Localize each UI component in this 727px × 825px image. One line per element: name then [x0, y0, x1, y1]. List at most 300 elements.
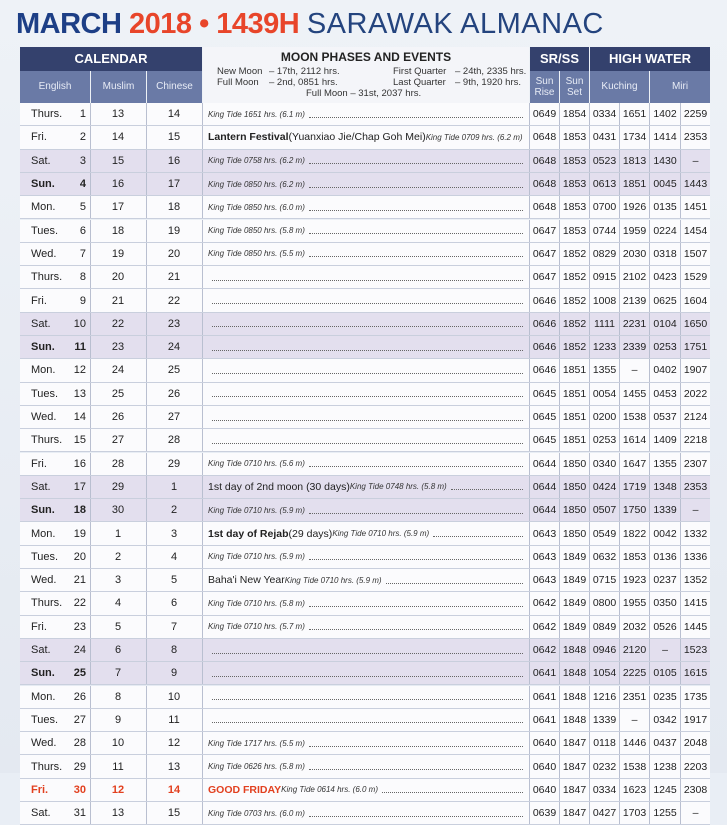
- king-tide-note: King Tide 1717 hrs. (5.5 m): [208, 738, 305, 748]
- kuching-tide-2: 1703: [622, 807, 647, 820]
- table-row: [20, 453, 710, 476]
- column-divider: [559, 592, 560, 614]
- king-tide-note: King Tide 0710 hrs. (5.6 m): [208, 459, 305, 469]
- kuching-tide-1: 1233: [592, 341, 617, 354]
- english-date: 26: [73, 690, 86, 703]
- column-divider: [649, 592, 650, 614]
- table-row: [20, 313, 710, 336]
- kuching-tide-1: 0232: [592, 760, 617, 773]
- muslim-date: 17: [111, 201, 125, 214]
- event-cell: [202, 173, 529, 195]
- column-divider: [202, 429, 203, 451]
- king-tide-note: King Tide 0703 hrs. (6.0 m): [208, 808, 305, 818]
- column-divider: [649, 755, 650, 777]
- king-tide-note: King Tide 0748 hrs. (5.8 m): [349, 482, 447, 492]
- column-divider: [619, 126, 620, 148]
- miri-header: Miri: [650, 71, 710, 103]
- column-divider: [146, 569, 147, 591]
- column-divider: [680, 150, 681, 172]
- sun-set: 1851: [562, 364, 587, 377]
- miri-tide-1: 1245: [653, 783, 677, 796]
- column-divider: [90, 103, 91, 125]
- column-divider: [90, 406, 91, 428]
- chinese-date: 9: [170, 667, 178, 680]
- column-divider: [529, 802, 530, 824]
- english-day: Mon.: [31, 527, 56, 540]
- english-date: 28: [73, 737, 86, 750]
- kuching-tide-2: 1719: [622, 480, 647, 493]
- srss-header: SR/SS: [530, 47, 589, 71]
- miri-tide-1: 1409: [653, 434, 677, 447]
- miri-tide-1: 1402: [653, 108, 677, 121]
- sun-set: 1853: [562, 154, 587, 167]
- column-divider: [529, 592, 530, 614]
- column-divider: [90, 755, 91, 777]
- sun-set: 1849: [562, 620, 587, 633]
- english-day: Fri.: [31, 131, 47, 144]
- column-divider: [202, 220, 203, 242]
- column-divider: [619, 243, 620, 265]
- english-day: Sat.: [31, 807, 51, 820]
- last-quarter-value: – 9th, 1920 hrs.: [455, 77, 522, 88]
- column-divider: [589, 709, 590, 731]
- sun-rise: 0640: [532, 737, 557, 750]
- english-date: 13: [73, 387, 86, 400]
- miri-tide-2: 1451: [683, 201, 708, 214]
- english-date: 9: [79, 294, 86, 307]
- sun-set: 1852: [562, 317, 587, 330]
- miri-tide-1: 0136: [653, 550, 677, 563]
- kuching-tide-1: 0523: [592, 154, 617, 167]
- miri-tide-2: 2259: [683, 108, 708, 121]
- column-divider: [559, 569, 560, 591]
- column-divider: [680, 662, 681, 684]
- column-divider: [559, 779, 560, 801]
- dotted-leader: [212, 653, 523, 654]
- column-divider: [619, 406, 620, 428]
- event-text: 1st day of 2nd moon (30 days): [208, 480, 350, 493]
- kuching-tide-1: 0549: [592, 527, 617, 540]
- english-date: 19: [73, 527, 86, 540]
- full-moon-label: Full Moon: [217, 77, 259, 88]
- dotted-leader: [212, 699, 523, 700]
- column-divider: [202, 546, 203, 568]
- column-divider: [529, 779, 530, 801]
- column-divider: [202, 709, 203, 731]
- table-row: [20, 173, 710, 196]
- chinese-date: 20: [167, 247, 181, 260]
- muslim-date: 23: [111, 341, 125, 354]
- sun-rise: 0641: [532, 713, 557, 726]
- chinese-date: 21: [167, 271, 181, 284]
- calendar-header: CALENDAR: [20, 47, 202, 71]
- sun-set: 1848: [562, 644, 587, 657]
- chinese-date: 11: [168, 713, 180, 726]
- sun-set: 1847: [562, 760, 587, 773]
- kuching-tide-2: 1926: [622, 201, 647, 214]
- column-divider: [559, 732, 560, 754]
- miri-tide-2: 2048: [683, 737, 708, 750]
- kuching-tide-2: 1651: [622, 108, 647, 121]
- event-cell: [202, 732, 529, 754]
- muslim-date: 16: [111, 178, 125, 191]
- column-divider: [90, 779, 91, 801]
- column-divider: [619, 616, 620, 638]
- event-cell: [202, 336, 529, 358]
- column-divider: [202, 686, 203, 708]
- english-day: Sat.: [31, 317, 51, 330]
- miri-tide-1: 0350: [653, 597, 677, 610]
- english-day: Wed.: [31, 247, 57, 260]
- english-date: 24: [73, 644, 86, 657]
- muslim-date: 14: [111, 131, 125, 144]
- king-tide-note: King Tide 0850 hrs. (6.0 m): [208, 202, 305, 212]
- king-tide-note: King Tide 0709 hrs. (6.2 m): [425, 132, 523, 142]
- muslim-date: 15: [111, 154, 125, 167]
- column-divider: [559, 383, 560, 405]
- muslim-date: 29: [111, 480, 125, 493]
- muslim-date: 6: [114, 644, 122, 657]
- column-divider: [146, 359, 147, 381]
- sun-set: 1850: [562, 457, 587, 470]
- miri-tide-1: 1238: [653, 760, 677, 773]
- column-divider: [146, 406, 147, 428]
- column-divider: [146, 476, 147, 498]
- chinese-date: 15: [167, 131, 181, 144]
- column-divider: [90, 173, 91, 195]
- miri-tide-2: 2353: [683, 131, 708, 144]
- column-divider: [529, 709, 530, 731]
- miri-tide-2: 1650: [683, 317, 708, 330]
- event-text: 1st day of Rejab: [208, 527, 289, 540]
- sun-rise: 0646: [532, 364, 557, 377]
- column-divider: [649, 453, 650, 475]
- column-divider: [202, 173, 203, 195]
- column-divider: [559, 662, 560, 684]
- event-text: (29 days): [288, 527, 333, 540]
- column-divider: [619, 476, 620, 498]
- column-divider: [90, 499, 91, 521]
- column-divider: [146, 732, 147, 754]
- column-divider: [146, 383, 147, 405]
- column-divider: [90, 569, 91, 591]
- column-divider: [619, 266, 620, 288]
- column-divider: [589, 522, 590, 544]
- table-row: [20, 522, 710, 545]
- sun-set: 1849: [562, 550, 587, 563]
- muslim-date: 22: [111, 317, 125, 330]
- sun-set: 1849: [562, 574, 587, 587]
- kuching-tide-1: 0613: [592, 178, 617, 191]
- muslim-date: 19: [111, 247, 125, 260]
- column-divider: [649, 220, 650, 242]
- column-divider: [589, 313, 590, 335]
- miri-tide-1: 0104: [653, 317, 677, 330]
- sun-set: 1853: [562, 201, 587, 214]
- chinese-date: 26: [167, 387, 181, 400]
- sun-rise: 0641: [532, 667, 557, 680]
- column-divider: [680, 779, 681, 801]
- column-divider: [589, 266, 590, 288]
- column-divider: [559, 802, 560, 824]
- column-divider: [589, 639, 590, 661]
- muslim-date: 13: [111, 807, 125, 820]
- english-day: Fri.: [31, 620, 47, 633]
- table-row: [20, 546, 710, 569]
- column-divider: [202, 802, 203, 824]
- dotted-leader: [212, 396, 523, 397]
- table-row: [20, 569, 710, 592]
- sun-set: 1851: [562, 387, 587, 400]
- table-row: [20, 499, 710, 522]
- column-divider: [680, 336, 681, 358]
- event-cell: [202, 220, 529, 242]
- column-divider: [680, 616, 681, 638]
- column-divider: [680, 499, 681, 521]
- table-row: [20, 616, 710, 639]
- english-day: Wed.: [31, 574, 57, 587]
- sun-rise: 0649: [532, 108, 557, 121]
- column-divider: [649, 709, 650, 731]
- full-moon-2: Full Moon – 31st, 2037 hrs.: [306, 88, 422, 99]
- column-divider: [146, 709, 147, 731]
- column-divider: [202, 616, 203, 638]
- column-divider: [202, 126, 203, 148]
- king-tide-note: King Tide 0710 hrs. (5.8 m): [208, 598, 305, 608]
- miri-tide-2: –: [692, 154, 699, 167]
- column-divider: [619, 499, 620, 521]
- kuching-tide-1: 0700: [592, 201, 617, 214]
- kuching-tide-1: 1216: [592, 690, 617, 703]
- chinese-date: 6: [170, 597, 178, 610]
- miri-tide-2: 2022: [683, 387, 708, 400]
- miri-tide-1: 0625: [653, 294, 677, 307]
- column-divider: [680, 266, 681, 288]
- kuching-tide-1: 1008: [592, 294, 617, 307]
- column-divider: [649, 616, 650, 638]
- kuching-tide-2: 1538: [622, 760, 647, 773]
- event-cell: [202, 569, 529, 591]
- column-divider: [529, 289, 530, 311]
- column-divider: [90, 732, 91, 754]
- dotted-leader: [212, 420, 523, 421]
- column-divider: [90, 453, 91, 475]
- event-cell: [202, 499, 529, 521]
- event-cell: [202, 709, 529, 731]
- column-divider: [619, 755, 620, 777]
- dotted-leader: [212, 303, 523, 304]
- english-day: Thurs.: [31, 271, 63, 284]
- sun-set-header: Sun Set: [560, 71, 589, 103]
- column-divider: [680, 476, 681, 498]
- table-row: [20, 732, 710, 755]
- column-divider: [619, 196, 620, 218]
- miri-tide-1: 0423: [653, 271, 677, 284]
- table-row: [20, 755, 710, 778]
- title-year: 2018: [129, 8, 192, 40]
- column-divider: [559, 453, 560, 475]
- sun-rise: 0644: [532, 457, 557, 470]
- kuching-tide-1: 0800: [592, 597, 617, 610]
- column-divider: [90, 196, 91, 218]
- column-divider: [559, 476, 560, 498]
- column-divider: [619, 383, 620, 405]
- chinese-date: 7: [170, 620, 178, 633]
- column-divider: [529, 266, 530, 288]
- miri-tide-1: 1348: [653, 480, 677, 493]
- column-divider: [529, 755, 530, 777]
- kuching-tide-1: 0744: [592, 224, 617, 237]
- chinese-date: 5: [170, 574, 178, 587]
- sun-set: 1850: [562, 504, 587, 517]
- kuching-tide-1: 0829: [592, 247, 617, 260]
- column-divider: [529, 126, 530, 148]
- chinese-date: 8: [170, 644, 178, 657]
- sun-set: 1851: [562, 434, 587, 447]
- sun-rise-header: Sun Rise: [530, 71, 559, 103]
- kuching-tide-2: 2231: [622, 317, 647, 330]
- column-divider: [649, 779, 650, 801]
- english-day: Sat.: [31, 644, 51, 657]
- column-divider: [202, 755, 203, 777]
- miri-tide-2: 1615: [683, 667, 708, 680]
- event-cell: [202, 243, 529, 265]
- column-divider: [90, 546, 91, 568]
- event-cell: [202, 406, 529, 428]
- column-divider: [559, 103, 560, 125]
- column-divider: [146, 313, 147, 335]
- king-tide-note: King Tide 0710 hrs. (5.9 m): [332, 529, 430, 539]
- column-divider: [649, 686, 650, 708]
- column-divider: [619, 429, 620, 451]
- column-divider: [90, 289, 91, 311]
- miri-tide-1: 0453: [653, 387, 677, 400]
- sun-set: 1849: [562, 597, 587, 610]
- sun-rise: 0644: [532, 480, 557, 493]
- column-divider: [649, 802, 650, 824]
- chinese-date: 24: [167, 341, 181, 354]
- column-divider: [202, 453, 203, 475]
- column-divider: [649, 336, 650, 358]
- column-divider: [680, 359, 681, 381]
- muslim-date: 24: [111, 364, 125, 377]
- sun-set: 1850: [562, 480, 587, 493]
- miri-tide-1: 0437: [653, 737, 677, 750]
- muslim-date: 3: [114, 574, 122, 587]
- column-divider: [680, 569, 681, 591]
- sun-rise: 0645: [532, 411, 557, 424]
- miri-tide-2: 1352: [683, 574, 708, 587]
- column-divider: [202, 313, 203, 335]
- english-day: Sun.: [31, 178, 55, 191]
- event-cell: [202, 592, 529, 614]
- sun-rise: 0647: [532, 271, 557, 284]
- sun-set: 1847: [562, 737, 587, 750]
- muslim-date: 10: [111, 737, 125, 750]
- chinese-date: 22: [167, 294, 181, 307]
- muslim-date: 7: [114, 667, 122, 680]
- column-divider: [649, 196, 650, 218]
- column-divider: [680, 546, 681, 568]
- column-divider: [90, 313, 91, 335]
- english-day: Wed.: [31, 411, 57, 424]
- column-divider: [649, 313, 650, 335]
- column-divider: [680, 196, 681, 218]
- column-divider: [680, 103, 681, 125]
- sun-set: 1852: [562, 341, 587, 354]
- event-text: GOOD FRIDAY: [208, 783, 282, 796]
- column-divider: [529, 639, 530, 661]
- kuching-tide-2: 1623: [622, 783, 647, 796]
- kuching-tide-1: 0253: [592, 434, 617, 447]
- column-divider: [680, 732, 681, 754]
- dotted-leader: [309, 187, 523, 188]
- king-tide-note: King Tide 0710 hrs. (5.7 m): [208, 622, 305, 632]
- english-date: 18: [73, 504, 86, 517]
- miri-tide-1: 0526: [653, 620, 677, 633]
- column-divider: [202, 266, 203, 288]
- miri-tide-1: 0045: [653, 178, 677, 191]
- column-divider: [559, 429, 560, 451]
- miri-tide-2: 1454: [683, 224, 708, 237]
- chinese-date: 3: [170, 527, 178, 540]
- chinese-date: 14: [167, 783, 181, 796]
- chinese-date: 25: [167, 364, 181, 377]
- dotted-leader: [451, 489, 523, 490]
- column-divider: [529, 150, 530, 172]
- dotted-leader: [309, 769, 523, 770]
- kuching-tide-2: 1538: [622, 411, 647, 424]
- chinese-date: 13: [167, 760, 181, 773]
- kuching-tide-1: 0715: [592, 574, 617, 587]
- sun-set: 1848: [562, 667, 587, 680]
- table-row: [20, 639, 710, 662]
- column-divider: [680, 243, 681, 265]
- sun-rise: 0648: [532, 178, 557, 191]
- column-divider: [589, 336, 590, 358]
- miri-tide-2: 1332: [683, 527, 708, 540]
- english-day: Wed.: [31, 737, 57, 750]
- king-tide-note: King Tide 0710 hrs. (5.9 m): [208, 505, 305, 515]
- event-cell: [202, 266, 529, 288]
- table-row: [20, 359, 710, 382]
- english-date: 14: [73, 411, 86, 424]
- column-divider: [529, 196, 530, 218]
- table-row: [20, 196, 710, 219]
- column-divider: [202, 662, 203, 684]
- event-text: Lantern Festival: [208, 131, 289, 144]
- miri-tide-2: 1604: [683, 294, 708, 307]
- column-divider: [680, 173, 681, 195]
- event-cell: [202, 779, 529, 801]
- kuching-tide-1: 0849: [592, 620, 617, 633]
- king-tide-note: King Tide 0710 hrs. (5.9 m): [284, 575, 382, 585]
- column-divider: [202, 569, 203, 591]
- dotted-leader: [309, 233, 523, 234]
- column-divider: [619, 569, 620, 591]
- column-divider: [559, 639, 560, 661]
- event-text: Baha'i New Year: [208, 574, 285, 587]
- sun-rise: 0648: [532, 154, 557, 167]
- kuching-tide-2: 2351: [622, 690, 647, 703]
- king-tide-note: King Tide 0758 hrs. (6.2 m): [208, 156, 305, 166]
- kuching-tide-2: 1853: [622, 550, 647, 563]
- column-divider: [529, 220, 530, 242]
- column-divider: [619, 103, 620, 125]
- muslim-date: 30: [111, 504, 125, 517]
- column-divider: [529, 616, 530, 638]
- table-row: [20, 103, 710, 126]
